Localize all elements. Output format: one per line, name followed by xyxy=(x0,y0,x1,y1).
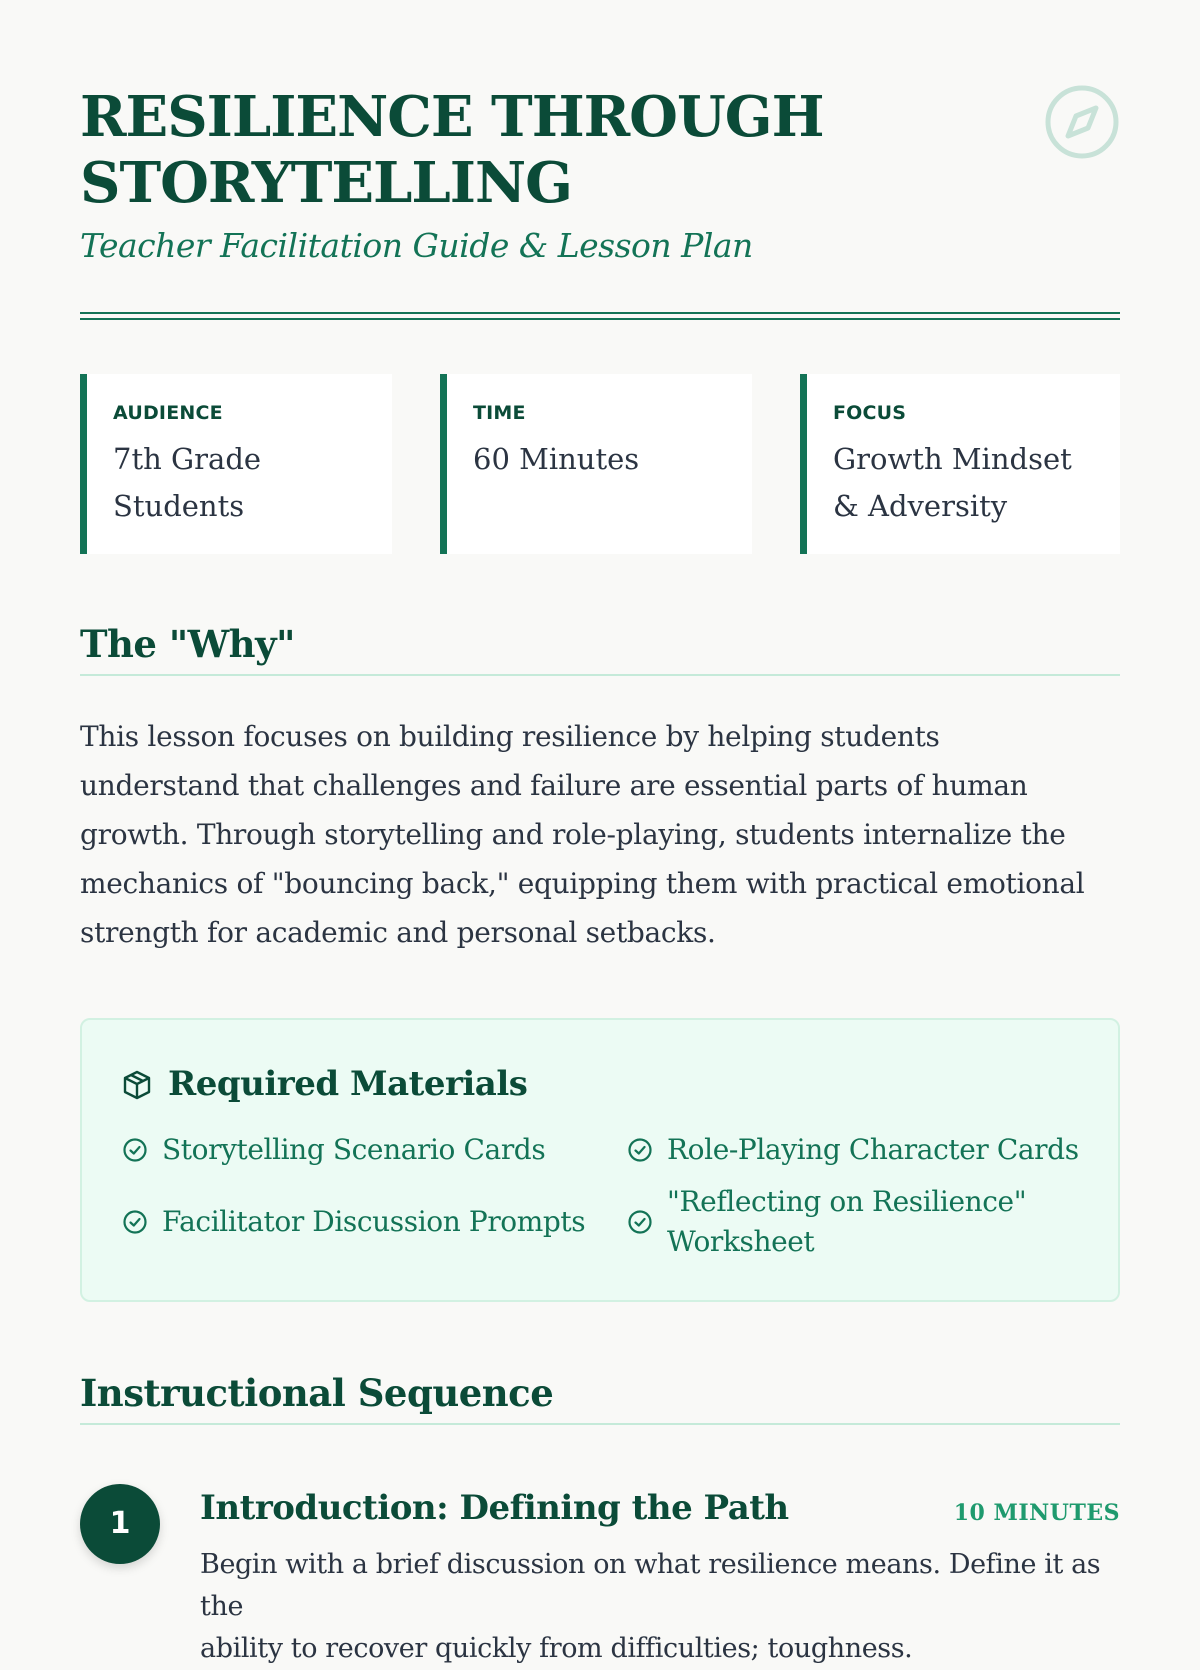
step-description xyxy=(200,1544,1120,1670)
step-title: Introduction: Defining the Path xyxy=(200,1488,789,1528)
card-value-line: Students xyxy=(113,489,245,523)
materials-heading xyxy=(122,1064,527,1104)
material-item-line: "Reflecting on Resilience" xyxy=(667,1185,1027,1218)
header-divider xyxy=(80,312,1120,314)
document-header xyxy=(80,84,1120,274)
info-cards xyxy=(80,374,1120,554)
required-materials-panel xyxy=(80,1018,1120,1302)
why-heading: The "Why" xyxy=(80,622,1120,676)
material-item-line: Worksheet xyxy=(667,1225,815,1258)
paragraph-line: strength for academic and personal setbacks. xyxy=(80,916,716,949)
card-label: AUDIENCE xyxy=(113,402,223,424)
package-icon xyxy=(122,1070,152,1100)
card-value-line: 60 Minutes xyxy=(473,442,640,476)
material-item-label: Role-Playing Character Cards xyxy=(667,1133,1079,1166)
check-circle-icon xyxy=(122,1209,148,1235)
paragraph-line: understand that challenges and failure are essential parts of human xyxy=(80,769,1028,802)
document-subtitle: Teacher Facilitation Guide & Lesson Plan xyxy=(80,226,753,265)
paragraph-line: mechanics of "bouncing back," equipping them with practical emotional xyxy=(80,867,1085,900)
check-circle-icon xyxy=(627,1137,653,1163)
step-duration: 10 MINUTES xyxy=(953,1500,1120,1526)
card-label: TIME xyxy=(473,402,526,424)
materials-heading-text: Required Materials xyxy=(168,1064,528,1104)
sequence-heading: Instructional Sequence xyxy=(80,1371,1120,1425)
info-card-audience xyxy=(80,374,392,554)
material-item xyxy=(122,1130,545,1170)
paragraph-line: growth. Through storytelling and role-playing, students internalize the xyxy=(80,818,1066,851)
card-value-line: Growth Mindset xyxy=(833,442,1072,476)
paragraph-line: This lesson focuses on building resilience by helping students xyxy=(80,720,940,753)
material-item-label xyxy=(667,1182,1026,1262)
step-description-line: Begin with a brief discussion on what resilience means. Define it as the xyxy=(200,1549,1101,1622)
title-line-1: RESILIENCE THROUGH xyxy=(80,84,824,150)
card-value-line: & Adversity xyxy=(833,489,1008,523)
info-card-focus xyxy=(800,374,1120,554)
material-item xyxy=(627,1130,1079,1170)
step-description-line: ability to recover quickly from difficulties; toughness. xyxy=(200,1633,913,1664)
card-value xyxy=(473,436,722,483)
material-item-label: Facilitator Discussion Prompts xyxy=(162,1205,586,1238)
check-circle-icon xyxy=(122,1137,148,1163)
material-item xyxy=(122,1202,585,1242)
document-title xyxy=(80,84,900,216)
compass-icon xyxy=(1044,84,1120,160)
check-circle-icon xyxy=(627,1209,653,1235)
title-line-2: STORYTELLING xyxy=(80,150,572,216)
info-card-time xyxy=(440,374,752,554)
material-item xyxy=(627,1182,1026,1262)
card-value xyxy=(113,436,362,530)
step-number-badge: 1 xyxy=(80,1484,160,1564)
card-label: FOCUS xyxy=(833,402,907,424)
why-paragraph xyxy=(80,712,1120,957)
material-item-label: Storytelling Scenario Cards xyxy=(162,1133,546,1166)
card-value xyxy=(833,436,1090,530)
card-value-line: 7th Grade xyxy=(113,442,262,476)
